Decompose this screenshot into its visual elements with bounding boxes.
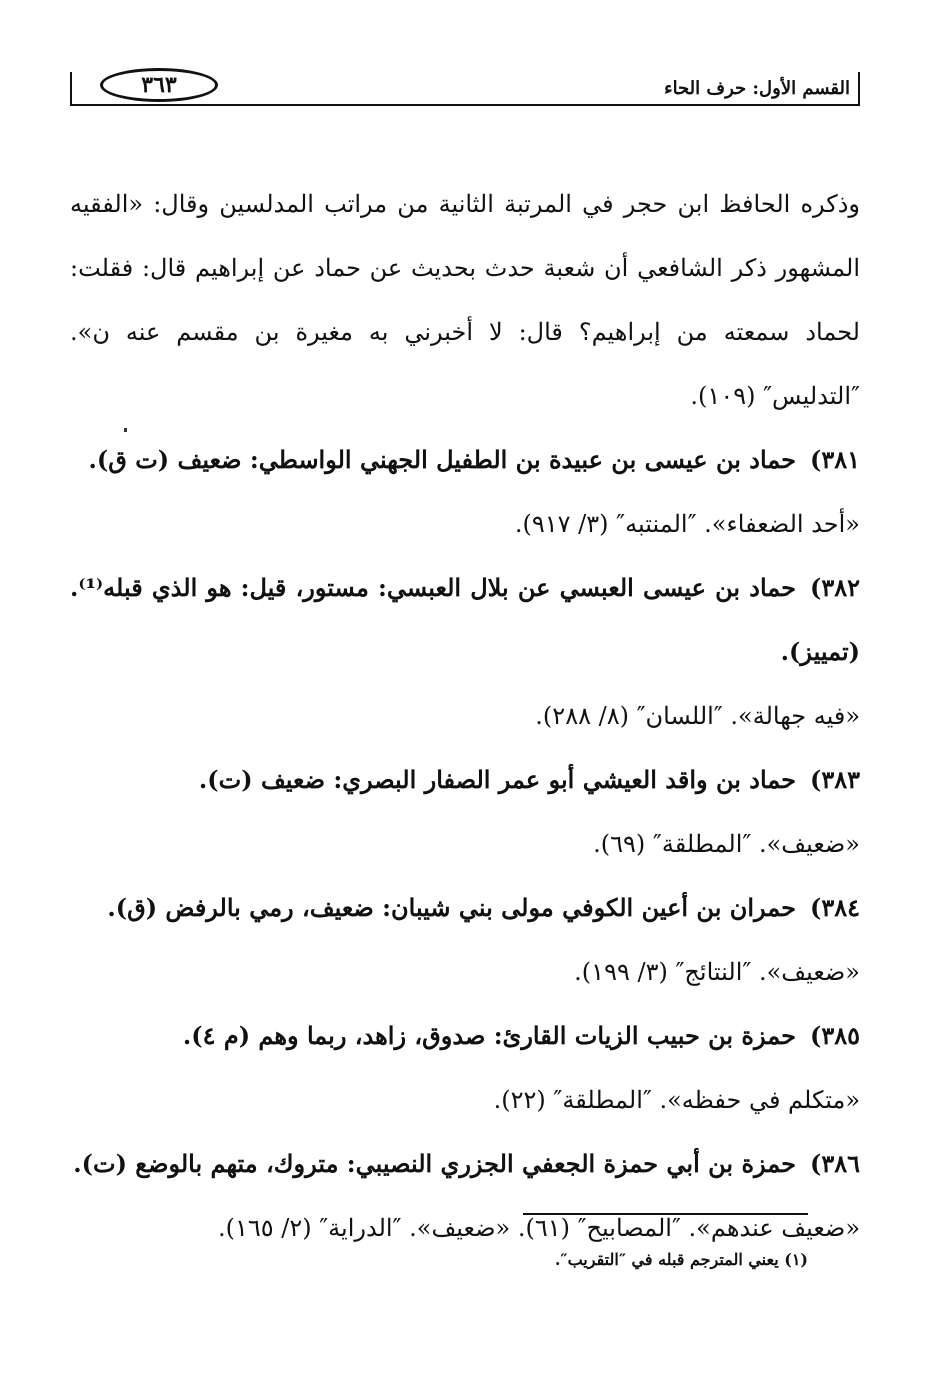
entry-381	[70, 428, 860, 492]
entry-383	[70, 748, 860, 812]
entry-number: ٣٨١)	[809, 445, 860, 474]
entry-text: حماد بن واقد العيشي أبو عمر الصفار البصري: ضعيف (ت).	[198, 765, 796, 794]
footnote-divider	[523, 1213, 808, 1215]
entry-382	[70, 556, 860, 684]
entry-text: حمران بن أعين الكوفي مولى بني شيبان: ضعيف، رمي بالرفض (ق).	[107, 893, 796, 922]
footnote: (١) يعني المترجم قبله في ″التقريب″.	[554, 1250, 808, 1269]
entry-384-source: «ضعيف». ″النتائج″ (٣/ ١٩٩).	[574, 958, 860, 986]
entry-text: حمزة بن حبيب الزيات القارئ: صدوق، زاهد، ربما وهم (م ٤).	[182, 1021, 796, 1050]
entry-text: حمزة بن أبي حمزة الجعفي الجزري النصيبي: متروك، متهم بالوضع (ت).	[73, 1149, 796, 1178]
section-title: القسم الأول: حرف الحاء	[664, 78, 850, 99]
entry-text: حماد بن عيسى العبسي عن بلال العبسي: مستور، قيل: هو الذي قبله⁽¹⁾. (تمييز).	[70, 573, 860, 666]
page-number: ٣٦٣	[100, 68, 218, 102]
entry-385	[70, 1004, 860, 1068]
entry-384	[70, 876, 860, 940]
entry-381-source: «أحد الضعفاء». ″المنتبه″ (٣/ ٩١٧).	[514, 510, 860, 538]
entry-386	[70, 1132, 860, 1196]
entry-number: ٣٨٥)	[809, 1021, 860, 1050]
entry-385-source: «متكلم في حفظه». ″المطلقة″ (٢٢).	[493, 1086, 860, 1114]
ink-speck	[124, 428, 127, 432]
intro-paragraph: وذكره الحافظ ابن حجر في المرتبة الثانية من مراتب المدلسين وقال: «الفقيه المشهور ذكر الشافعي أن شعبة حدث بحديث عن حماد عن إبراهيم قال: فقلت: لحماد سمعته من إبراهيم؟ قال: لا أخبرني به مغيرة بن مقسم عنه ن». ″التدليس″ (١٠٩).	[70, 190, 860, 410]
entry-382-source: «فيه جهالة». ″اللسان″ (٨/ ٢٨٨).	[535, 702, 860, 730]
entry-number: ٣٨٦)	[809, 1149, 860, 1178]
entry-383-source: «ضعيف». ″المطلقة″ (٦٩).	[593, 830, 860, 858]
entry-386-source: «ضعيف عندهم». ″المصابيح″ (٦١). «ضعيف». ″الدراية″ (٢/ ١٦٥).	[217, 1214, 860, 1242]
main-text	[70, 172, 860, 1260]
running-header	[70, 72, 860, 106]
entry-number: ٣٨٣)	[809, 765, 860, 794]
entry-number: ٣٨٤)	[809, 893, 860, 922]
entry-text: حماد بن عيسى بن عبيدة بن الطفيل الجهني الواسطي: ضعيف (ت ق).	[88, 445, 796, 474]
entry-number: ٣٨٢)	[809, 573, 860, 602]
